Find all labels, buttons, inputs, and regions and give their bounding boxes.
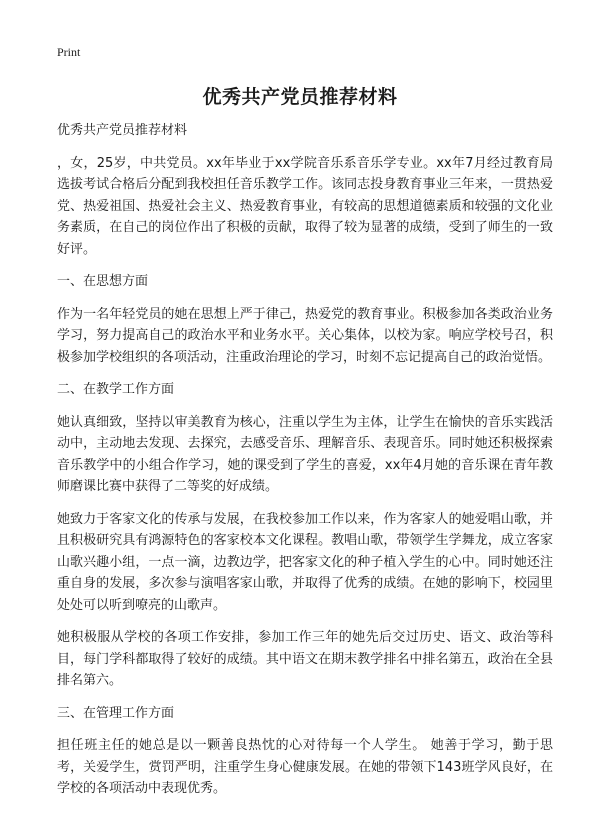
section-heading-ideology: 一、在思想方面	[57, 274, 149, 289]
intro-paragraph: ，女，25岁，中共党员。xx年毕业于xx学院音乐系音乐学专业。xx年7月经过教育局选拔考试合格后分配到我校担任音乐教学工作。该同志投身教育事业三年来，一贯热爱党、热爱祖国、热爱社会主义、热爱教育事业，有较高的思想道德素质和较强的文化业务素质，在自己的岗位作出了积极的贡献，取得了较为显著的成绩，受到了师生的一致好评。	[57, 155, 553, 257]
section-heading-management: 三、在管理工作方面	[57, 705, 175, 721]
page-title: 优秀共产党员推荐材料	[202, 86, 398, 108]
management-paragraph: 担任班主任的她总是以一颗善良热忱的心对待每一个人学生。 她善于学习，勤于思考，关爱学生，赏罚严明，注重学生身心健康发展。在她的带领下143班学风良好，在学校的各项活动中表现优秀。	[57, 738, 553, 796]
teaching-paragraph-1: 她认真细致，坚持以审美教育为核心，注重以学生为主体，让学生在愉快的音乐实践活动中，主动地去发现、去探究，去感受音乐、理解音乐、表现音乐。同时她还积极探索音乐教学中的小组合作学习，她的课受到了学生的喜爱，xx年4月她的音乐课在青年教师磨课比赛中获得了二等奖的好成绩。	[57, 414, 553, 494]
ideology-paragraph: 作为一名年轻党员的她在思想上严于律己，热爱党的教育事业。积极参加各类政治业务学习，努力提高自己的政治水平和业务水平。关心集体，以校为家。响应学校号召，积极参加学校组织的各项活动，注重政治理论的学习，时刻不忘记提高自己的政治觉悟。	[57, 306, 553, 365]
document-subtitle: 优秀共产党员推荐材料	[57, 123, 188, 138]
section-heading-teaching: 二、在教学工作方面	[57, 382, 175, 397]
document-body	[57, 120, 553, 811]
print-link[interactable]: Print	[57, 45, 81, 59]
teaching-paragraph-3: 她积极服从学校的各项工作安排，参加工作三年的她先后交过历史、语文、政治等科目，每门学科都取得了较好的成绩。其中语文在期末教学排名中排名第五，政治在全县排名第六。	[57, 630, 553, 688]
teaching-paragraph-2: 她致力于客家文化的传承与发展，在我校参加工作以来，作为客家人的她爱唱山歌，并且积极研究具有鸿源特色的客家校本文化课程。教唱山歌，带领学生学舞龙，成立客家山歌兴趣小组，一点一滴，边教边学，把客家文化的种子植入学生的心中。同时她还注重自身的发展，多次参与演唱客家山歌，并取得了优秀的成绩。在她的影响下，校园里处处可以听到嘹亮的山歌声。	[57, 511, 553, 613]
